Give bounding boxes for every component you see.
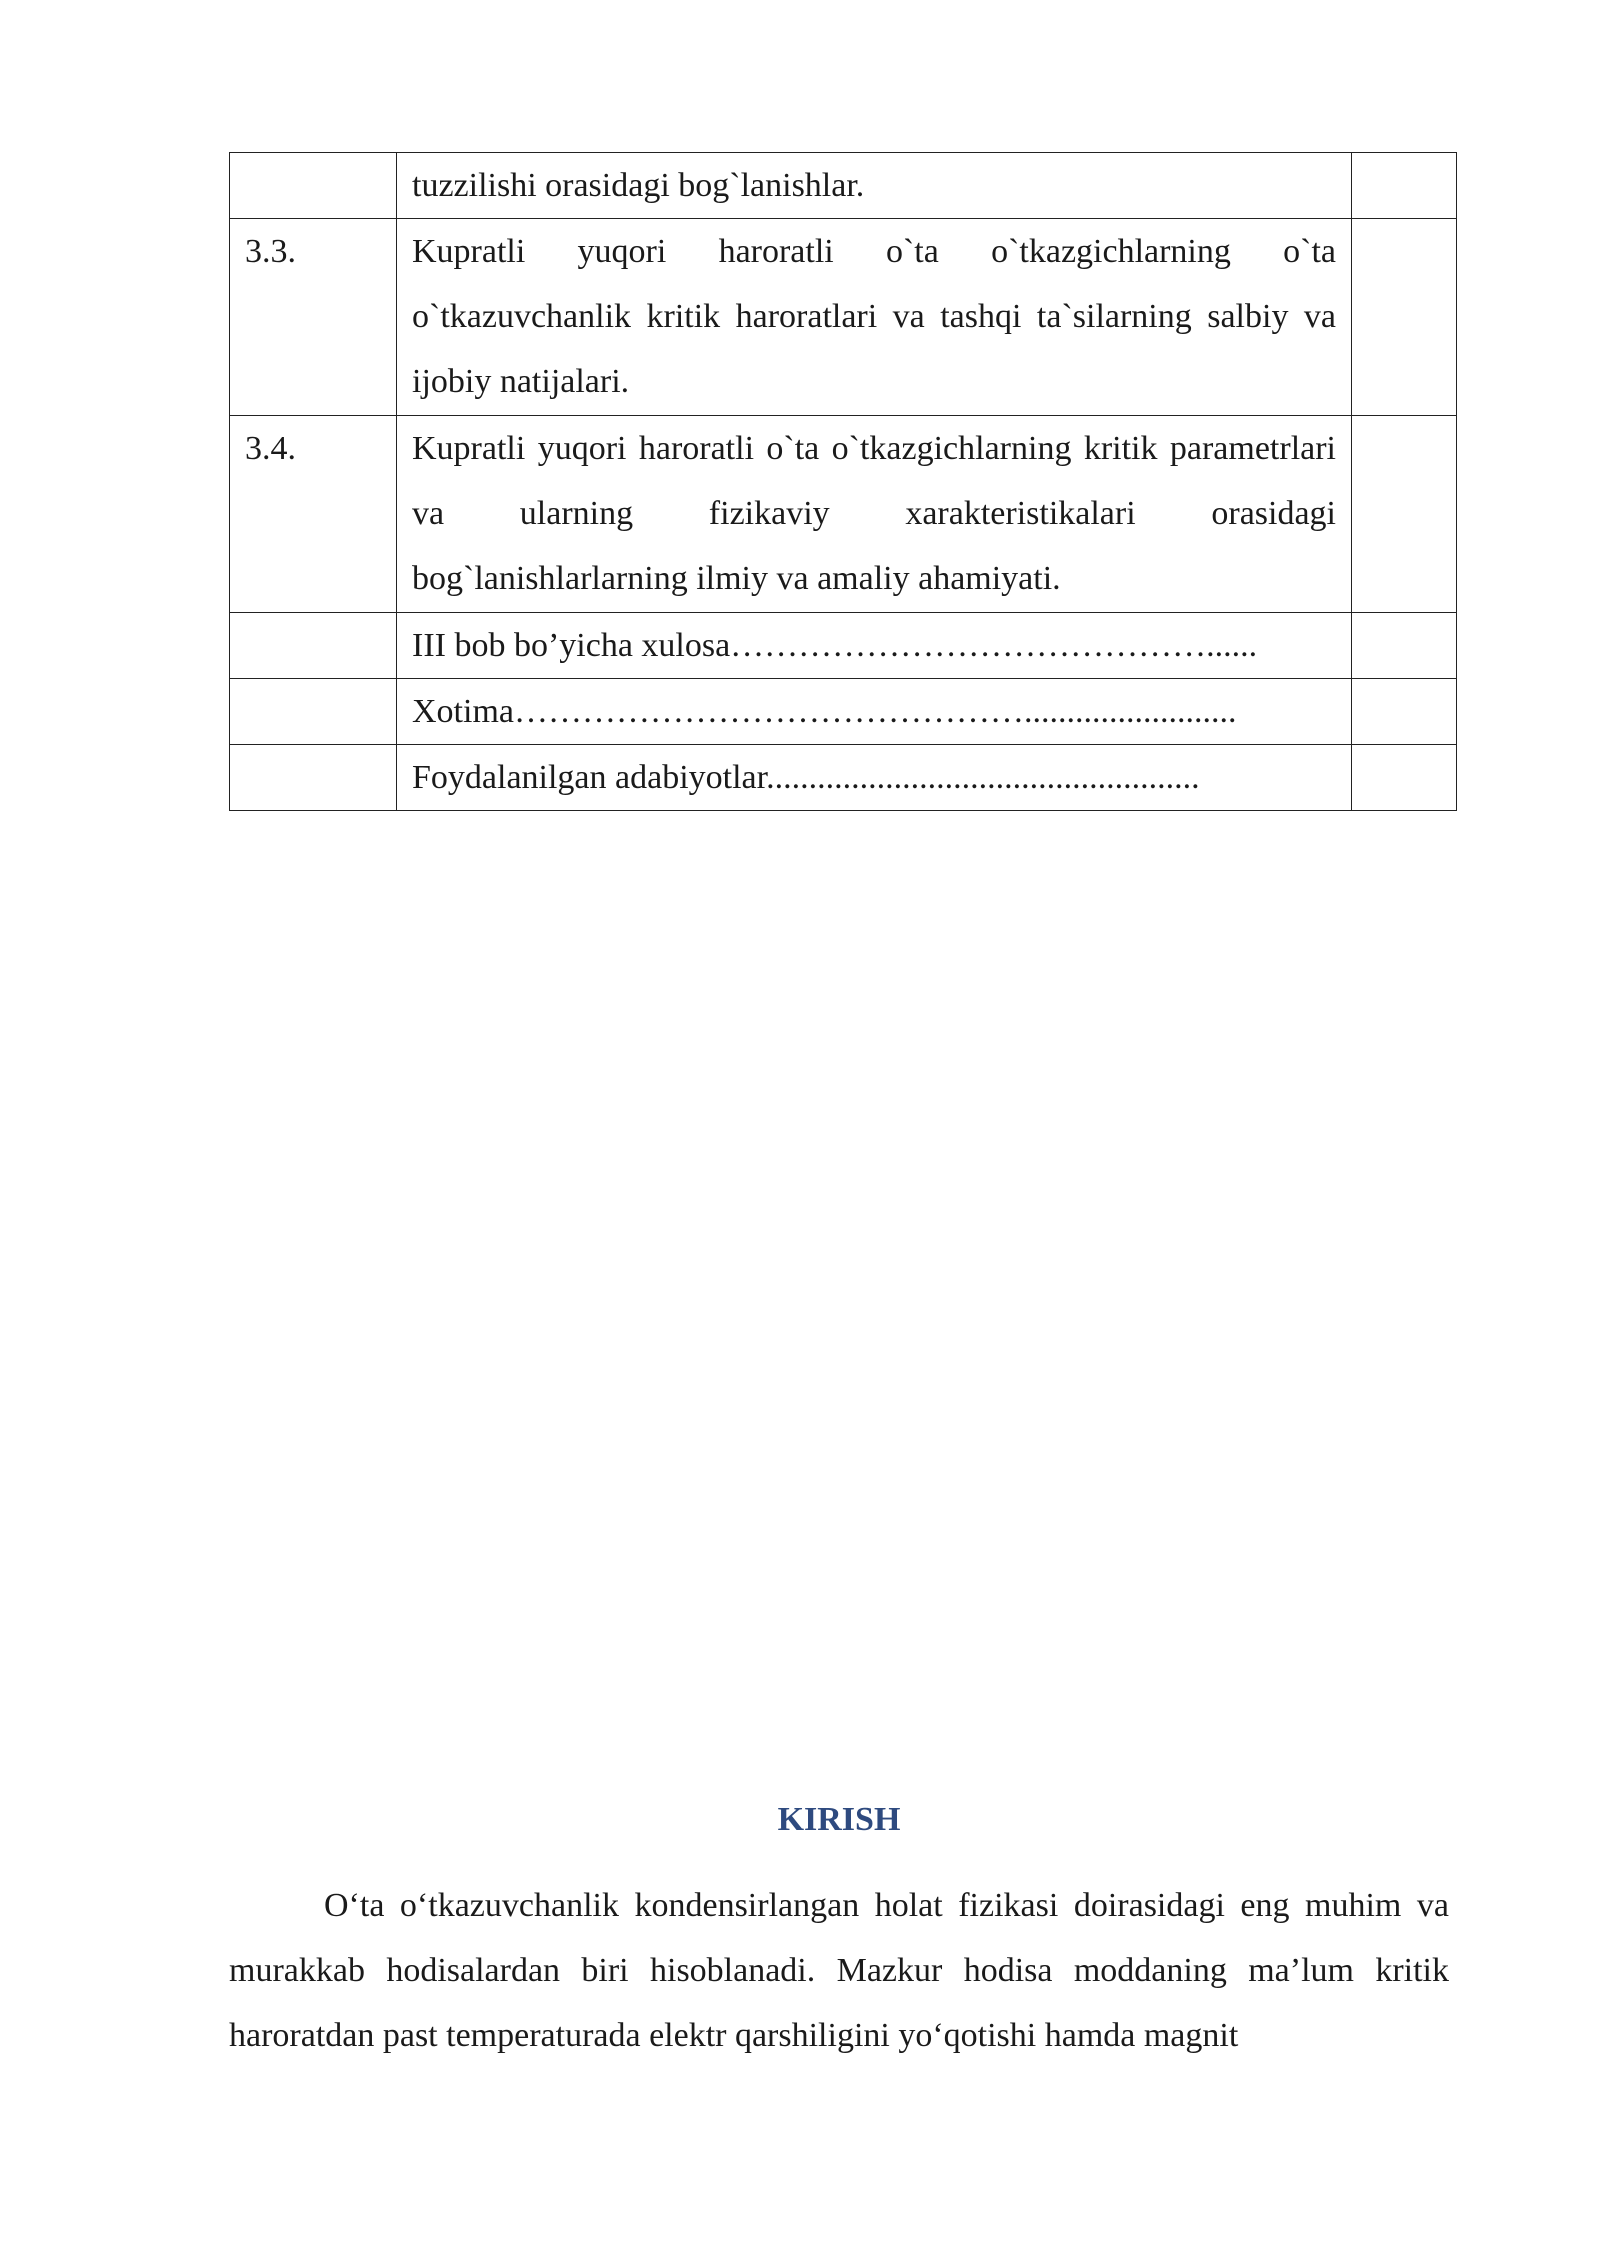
toc-row — [230, 416, 1457, 613]
toc-row-title: Kupratli yuqori haroratli o`ta o`tkazgichlarning o`ta o`tkazuvchanlik kritik haroratlari va tashqi ta`silarning salbiy va ijobiy natijalari. — [397, 219, 1352, 416]
toc-row — [230, 219, 1457, 416]
toc-row — [230, 613, 1457, 679]
toc-row-page — [1352, 745, 1457, 811]
toc-row-title: Kupratli yuqori haroratli o`ta o`tkazgichlarning kritik parametrlari va ularning fizikaviy xarakteristikalari orasidagi bog`lanishlarlarning ilmiy va amaliy ahamiyati. — [397, 416, 1352, 613]
section-heading-introduction: KIRISH — [777, 1801, 901, 1838]
toc-row-number: 3.3. — [230, 219, 397, 416]
toc-row-number — [230, 745, 397, 811]
toc-row-page — [1352, 153, 1457, 219]
toc-row-page — [1352, 679, 1457, 745]
toc-row-title: tuzzilishi orasidagi bog`lanishlar. — [397, 153, 1352, 219]
toc-row — [230, 153, 1457, 219]
toc-row-page — [1352, 219, 1457, 416]
introduction-paragraph: O‘ta o‘tkazuvchanlik kondensirlangan holat fizikasi doirasidagi eng muhim va murakkab hodisalardan biri hisoblanadi. Mazkur hodisa moddaning ma’lum kritik haroratdan past temperaturada elektr qarshiligini yo‘qotishi hamda magnit — [229, 1887, 1449, 2054]
toc-row-number — [230, 153, 397, 219]
toc-row-title: III bob bo’yicha xulosa……………………………………...... — [397, 613, 1352, 679]
toc-row — [230, 679, 1457, 745]
toc-row-title: Xotima………………………………………......................... — [397, 679, 1352, 745]
toc-row-number: 3.4. — [230, 416, 397, 613]
table-of-contents — [229, 152, 1457, 811]
toc-row-title: Foydalanilgan adabiyotlar................................................... — [397, 745, 1352, 811]
toc-row-page — [1352, 416, 1457, 613]
toc-row — [230, 745, 1457, 811]
toc-row-page — [1352, 613, 1457, 679]
toc-row-number — [230, 679, 397, 745]
toc-row-number — [230, 613, 397, 679]
